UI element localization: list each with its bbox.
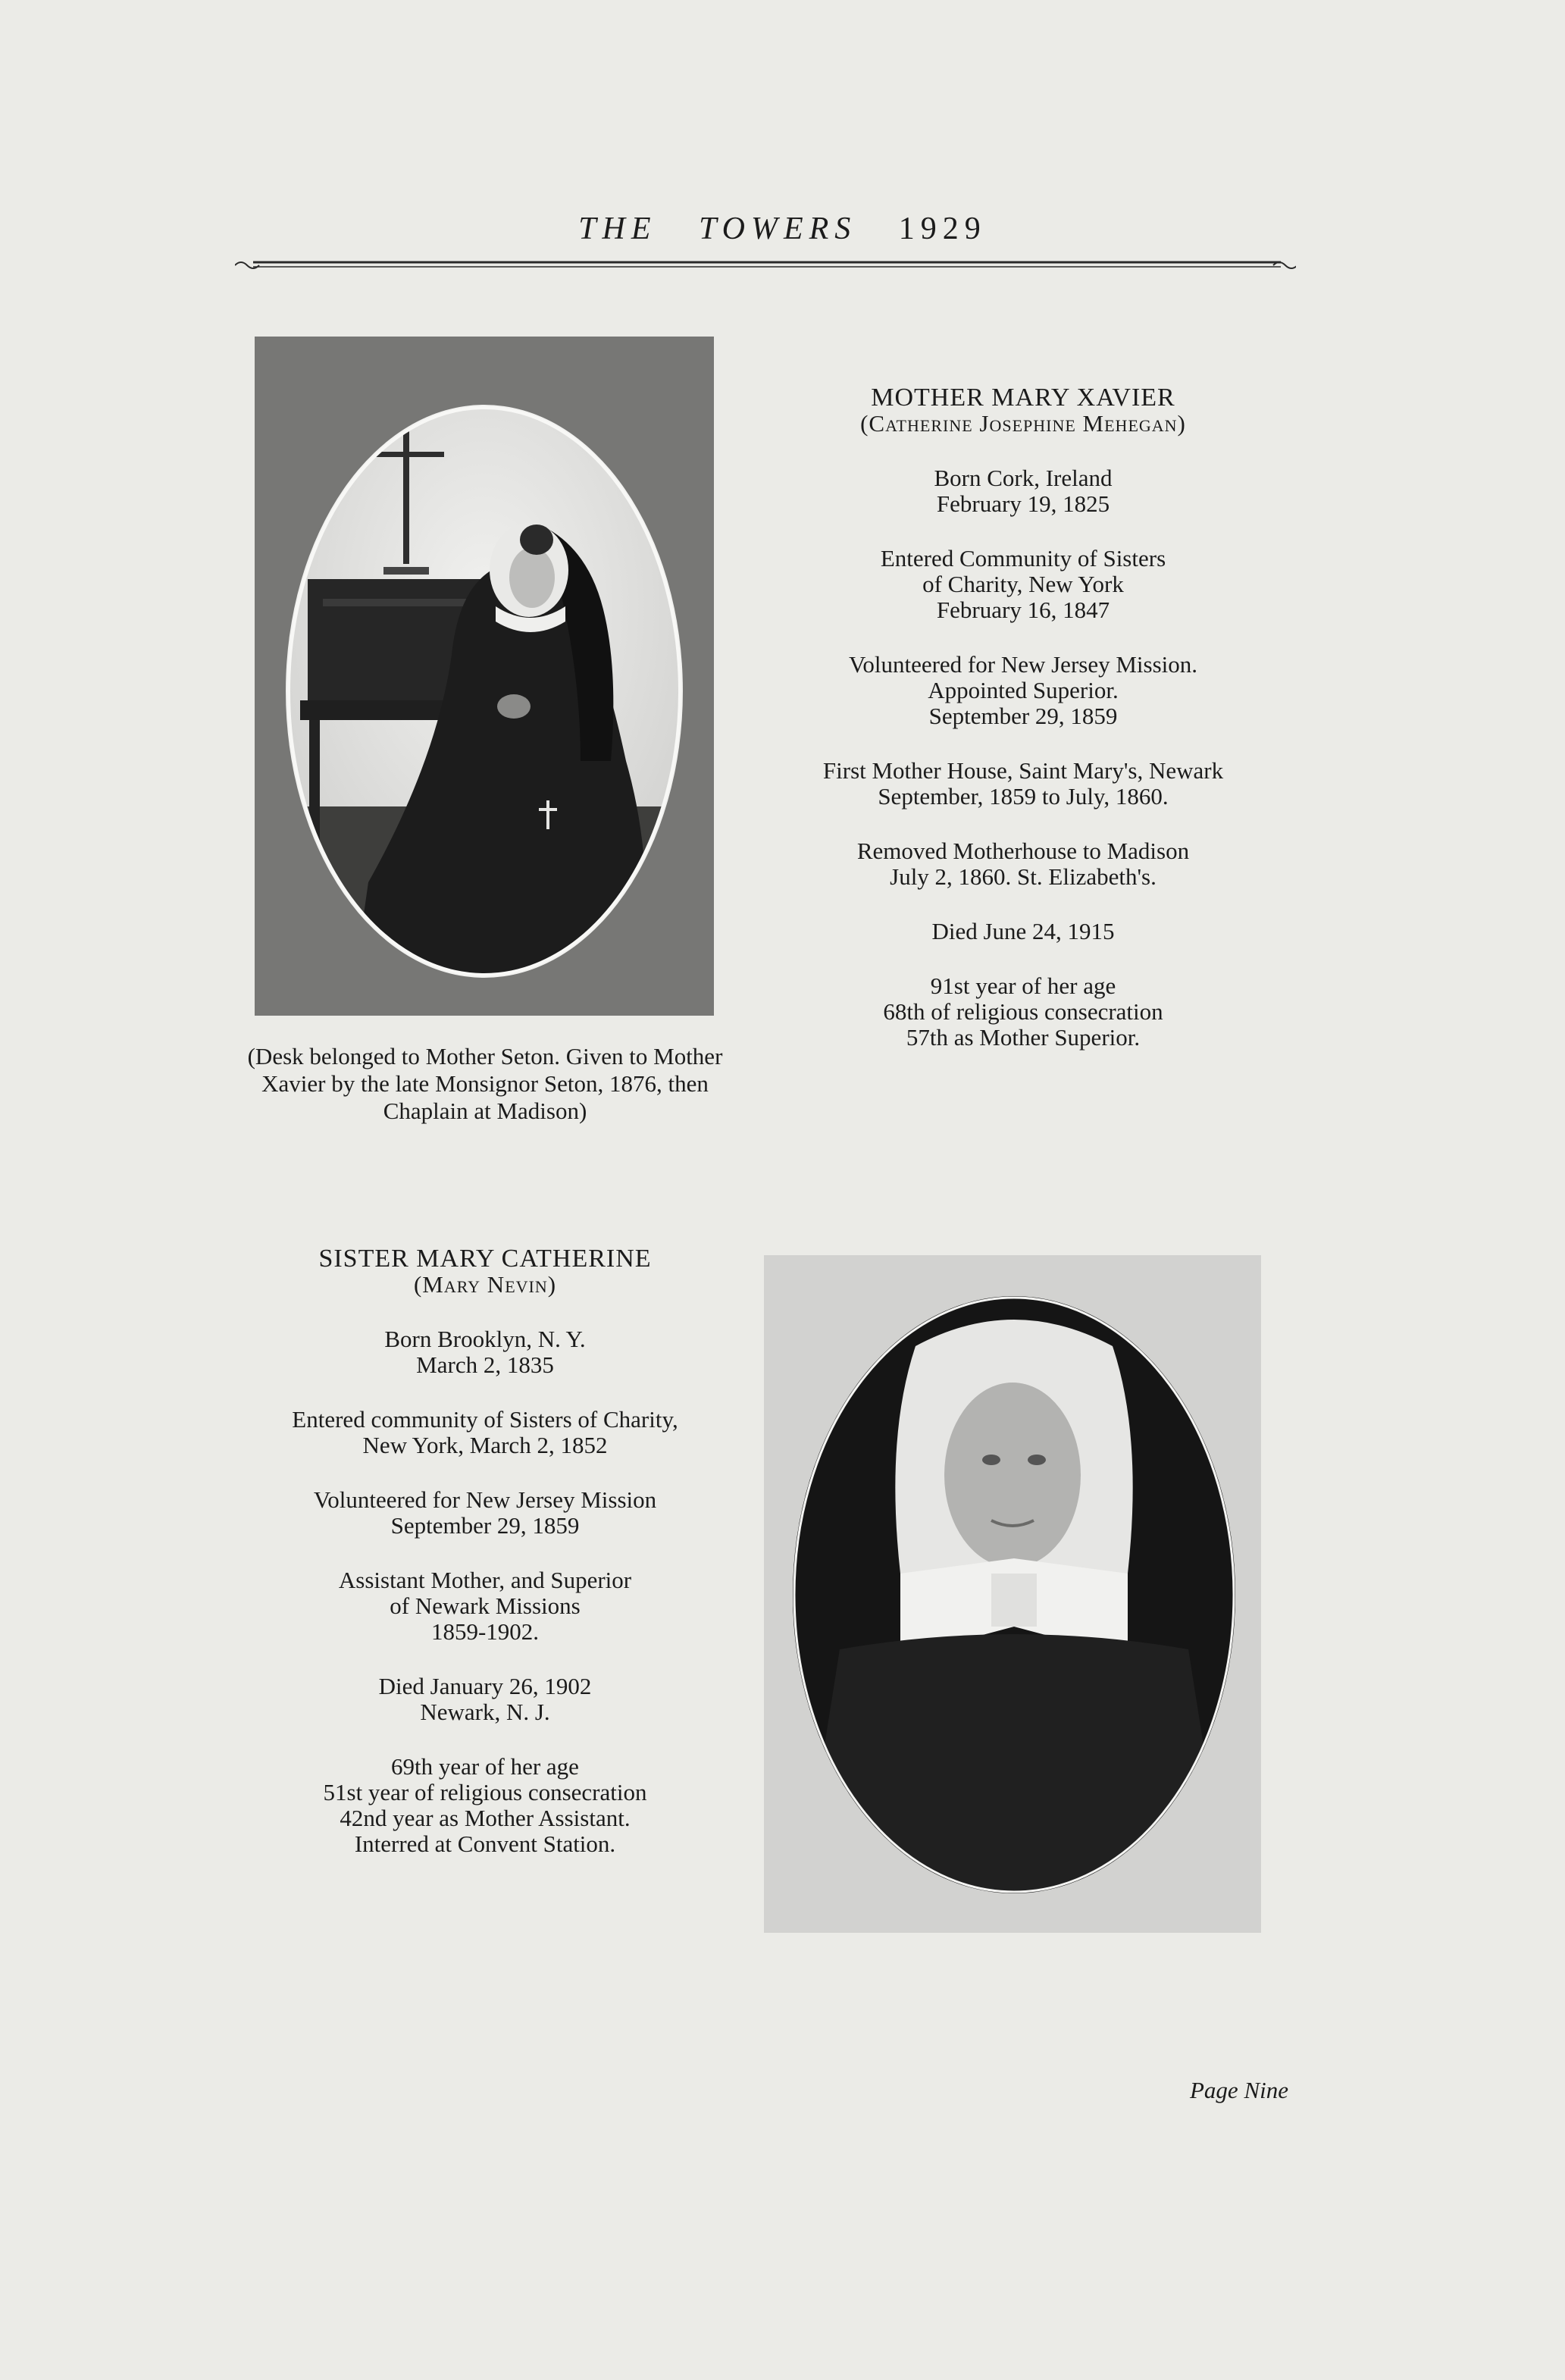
- header-word-the: THE: [578, 211, 657, 246]
- bio-line: 1859-1902.: [430, 1618, 540, 1645]
- bio-line: September 29, 1859: [928, 703, 1118, 729]
- bio-paragraph: [227, 1487, 743, 1539]
- bio-paragraph: [227, 1754, 743, 1857]
- bio-paragraph: [750, 465, 1296, 517]
- bio-paragraph: [750, 919, 1296, 944]
- bio-line: Volunteered for New Jersey Mission.: [848, 651, 1198, 678]
- bio-paragraph: [227, 1674, 743, 1725]
- bio-mother-mary-xavier: [750, 385, 1296, 1051]
- header-word-towers: TOWERS: [699, 211, 857, 246]
- bio-line: March 2, 1835: [416, 1351, 554, 1378]
- header-year: 1929: [898, 211, 987, 246]
- bio-line: of Charity, New York: [922, 571, 1124, 597]
- bio-line: July 2, 1860. St. Elizabeth's.: [890, 863, 1157, 890]
- bio-line: Born Cork, Ireland: [934, 465, 1113, 491]
- bio-paragraph: [227, 1326, 743, 1378]
- bio-line: New York, March 2, 1852: [362, 1432, 608, 1458]
- running-header: [0, 211, 1565, 247]
- bio-line: Died January 26, 1902: [378, 1673, 592, 1699]
- bio-line: 68th of religious consecration: [883, 998, 1163, 1025]
- bio-line: 91st year of her age: [930, 972, 1116, 999]
- photo-sister-catherine: [764, 1255, 1261, 1933]
- bio-line: September 29, 1859: [390, 1512, 580, 1539]
- bio-line: February 19, 1825: [936, 490, 1110, 517]
- bio-line: 51st year of religious consecration: [323, 1779, 647, 1805]
- bio-paragraph: [750, 838, 1296, 890]
- bio-name: SISTER MARY CATHERINE: [318, 1245, 652, 1273]
- bio-paragraph: [227, 1407, 743, 1458]
- bio-line: 57th as Mother Superior.: [906, 1024, 1141, 1051]
- bio-line: First Mother House, Saint Mary's, Newark: [822, 757, 1224, 784]
- bio-line: Entered community of Sisters of Charity,: [292, 1406, 678, 1433]
- bio-name: MOTHER MARY XAVIER: [871, 384, 1175, 412]
- bio-line: Appointed Superior.: [928, 677, 1119, 703]
- page-number: Page Nine: [1190, 2077, 1288, 2103]
- bio-line: 69th year of her age: [391, 1753, 579, 1780]
- bio-paragraph: [750, 652, 1296, 729]
- bio-line: Entered Community of Sisters: [880, 545, 1166, 572]
- header-ornamental-rule: [235, 256, 1296, 274]
- bio-line: February 16, 1847: [936, 597, 1110, 623]
- bio-sister-mary-catherine: [227, 1246, 743, 1857]
- bio-line: Newark, N. J.: [420, 1699, 550, 1725]
- bio-paragraph: [750, 973, 1296, 1051]
- bio-given-name: (Mary Nevin): [413, 1271, 557, 1298]
- photo-caption: (Desk belonged to Mother Seton. Given to Mother Xavier by the late Monsignor Seton, 1876, then Chaplain at Madison): [247, 1043, 723, 1124]
- bio-line: Removed Motherhouse to Madison: [856, 838, 1190, 864]
- bio-paragraph: [750, 546, 1296, 623]
- bio-line: 42nd year as Mother Assistant.: [340, 1805, 631, 1831]
- bio-line: Born Brooklyn, N. Y.: [384, 1326, 586, 1352]
- bio-line: of Newark Missions: [390, 1592, 581, 1619]
- bio-paragraph: [227, 1567, 743, 1645]
- bio-line: September, 1859 to July, 1860.: [878, 783, 1169, 810]
- bio-line: Interred at Convent Station.: [354, 1830, 616, 1857]
- bio-line: Assistant Mother, and Superior: [338, 1567, 632, 1593]
- photo-mother-xavier: [255, 337, 714, 1016]
- bio-line: Died June 24, 1915: [931, 918, 1115, 944]
- bio-given-name: (Catherine Josephine Mehegan): [860, 410, 1186, 437]
- bio-paragraph: [750, 758, 1296, 810]
- bio-line: Volunteered for New Jersey Mission: [313, 1486, 657, 1513]
